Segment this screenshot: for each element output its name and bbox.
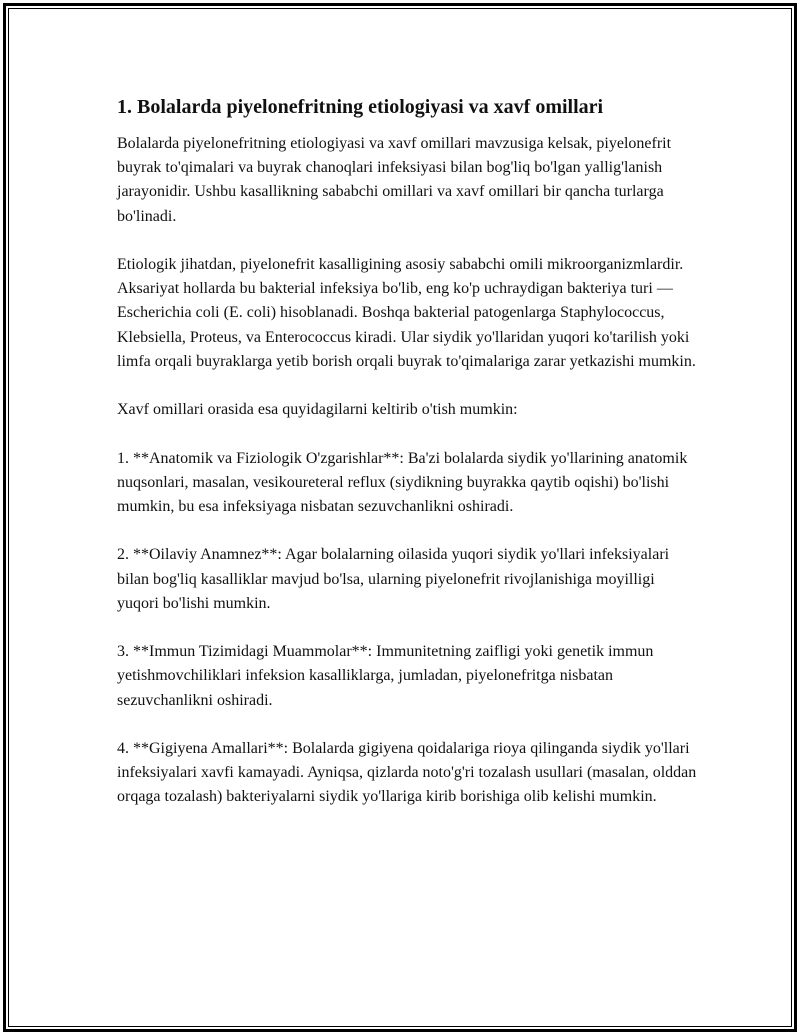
risk-factor-item-3: 3. **Immun Tizimidagi Muammolar**: Immunitetning zaifligi yoki genetik immun yetishmovchiliklari infeksion kasalliklarga, jumladan, piyelonefritga nisbatan sezuvchanlikni oshiradi. bbox=[117, 643, 654, 709]
section-heading: 1. Bolalarda piyelonefritning etiologiyasi va xavf omillari bbox=[117, 96, 604, 118]
etiology-paragraph: Etiologik jihatdan, piyelonefrit kasalligining asosiy sababchi omili mikroorganizmlardir. Aksariyat hollarda bu bakterial infeksiya bo'lib, eng ko'p uchraydigan bakteriya turi — Escherichia coli (E. coli) hisoblanadi. Boshqa bakterial patogenlarga Staphylococcus, Klebsiella, Proteus, va Enterococcus kiradi. Ular siydik yo'llaridan yuqori ko'tarilish yoki limfa orqali buyraklarga yetib borish orqali buyrak to'qimalariga zarar yetkazishi mumkin. bbox=[117, 256, 696, 370]
risk-factor-item-2: 2. **Oilaviy Anamnez**: Agar bolalarning oilasida yuqori siydik yo'llari infeksiyalari bilan bog'liq kasalliklar mavjud bo'lsa, ularning piyelonefrit rivojlanishiga moyilligi yuqori bo'lishi mumkin. bbox=[117, 546, 670, 612]
document-body bbox=[117, 94, 697, 834]
risk-factor-item-4: 4. **Gigiyena Amallari**: Bolalarda gigiyena qoidalariga rioya qilinganda siydik yo'llari infeksiyalari xavfi kamayadi. Ayniqsa, qizlarda noto'g'ri tozalash usullari (masalan, olddan orqaga tozalash) bakteriyalarni siydik yo'llariga kirib borishiga olib kelishi mumkin. bbox=[117, 739, 697, 806]
risk-factor-item-1: 1. **Anatomik va Fiziologik O'zgarishlar**: Ba'zi bolalarda siydik yo'llarining anatomik nuqsonlari, masalan, vesikoureteral reflux (siydikning buyrakka qaytib oqishi) bo'lishi mumkin, bu esa infeksiyaga nisbatan sezuvchanlikni oshiradi. bbox=[117, 449, 688, 515]
risk-factors-intro: Xavf omillari orasida esa quyidagilarni keltirib o'tish mumkin: bbox=[117, 401, 518, 419]
intro-paragraph: Bolalarda piyelonefritning etiologiyasi va xavf omillari mavzusiga kelsak, piyelonefrit buyrak to'qimalari va buyrak chanoqlari infeksiyasi bilan bog'liq bo'lgan yallig'lanish jarayonidir. Ushbu kasallikning sababchi omillari va xavf omillari bir qancha turlarga bo'linadi. bbox=[117, 135, 672, 225]
